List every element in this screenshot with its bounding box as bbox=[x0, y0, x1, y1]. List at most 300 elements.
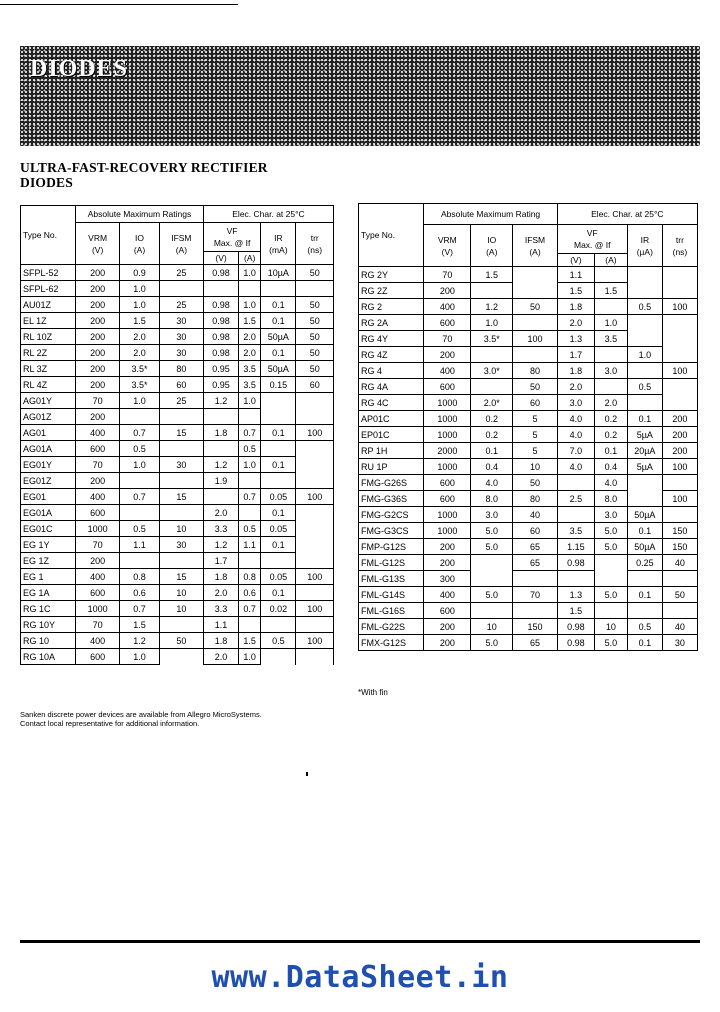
if-unit: (A) bbox=[595, 254, 628, 267]
cell-ifsm: 10 bbox=[159, 585, 203, 601]
cell-if bbox=[595, 555, 628, 571]
cell-if: 5.0 bbox=[595, 539, 628, 555]
cell-type: EG 1Z bbox=[21, 553, 76, 569]
cell-trr bbox=[296, 409, 334, 425]
cell-ifsm: 30 bbox=[159, 329, 203, 345]
cell-if bbox=[239, 553, 261, 569]
table-row bbox=[21, 409, 334, 425]
cell-io: 0.5 bbox=[120, 441, 160, 457]
cell-type: RG 4A bbox=[359, 379, 424, 395]
cell-vf: 3.5 bbox=[557, 523, 594, 539]
bottom-rule bbox=[20, 940, 700, 943]
cell-type: RP 1H bbox=[359, 443, 424, 459]
cell-ir bbox=[261, 393, 296, 409]
cell-ifsm: 25 bbox=[159, 265, 203, 281]
cell-ir: 50µA bbox=[627, 539, 662, 555]
cell-ir: 0.5 bbox=[627, 379, 662, 395]
cell-type: EG 1A bbox=[21, 585, 76, 601]
cell-io bbox=[471, 347, 513, 363]
cell-type: EL 1Z bbox=[21, 313, 76, 329]
cell-ifsm: 65 bbox=[513, 635, 557, 651]
table-row bbox=[21, 297, 334, 313]
cell-io: 0.7 bbox=[120, 489, 160, 505]
cell-ir: 20µA bbox=[627, 443, 662, 459]
table-row bbox=[21, 345, 334, 361]
cell-trr: 100 bbox=[296, 569, 334, 585]
cell-vrm: 200 bbox=[76, 313, 120, 329]
table-row bbox=[359, 443, 698, 459]
cell-vf bbox=[557, 507, 594, 523]
cell-vf: 0.98 bbox=[203, 265, 238, 281]
cell-vf: 0.95 bbox=[203, 377, 238, 393]
cell-type: FMX-G12S bbox=[359, 635, 424, 651]
cell-ifsm bbox=[513, 571, 557, 587]
cell-vf: 1.7 bbox=[557, 347, 594, 363]
cell-vrm: 2000 bbox=[424, 443, 471, 459]
cell-type: RG 2Z bbox=[359, 283, 424, 299]
cell-trr bbox=[296, 473, 334, 489]
cell-trr: 100 bbox=[296, 489, 334, 505]
ifsm-header: IFSM (A) bbox=[513, 225, 557, 267]
cell-ifsm: 80 bbox=[159, 361, 203, 377]
cell-type: RG 4 bbox=[359, 363, 424, 379]
cell-if: 0.2 bbox=[595, 411, 628, 427]
cell-vf: 1.2 bbox=[203, 537, 238, 553]
table-row bbox=[359, 267, 698, 283]
cell-vf: 1.8 bbox=[557, 363, 594, 379]
watermark-link[interactable]: www.DataSheet.in bbox=[211, 960, 509, 995]
cell-if: 0.7 bbox=[239, 489, 261, 505]
cell-vf: 0.98 bbox=[557, 635, 594, 651]
cell-ifsm: 30 bbox=[159, 457, 203, 473]
cell-io: 1.5 bbox=[120, 617, 160, 633]
cell-ir bbox=[261, 441, 296, 457]
cell-type: EG01 bbox=[21, 489, 76, 505]
table-row bbox=[359, 283, 698, 299]
cell-trr: 100 bbox=[662, 363, 697, 379]
cell-ir: 0.02 bbox=[261, 601, 296, 617]
cell-vf: 1.8 bbox=[203, 425, 238, 441]
cell-ir: 5µA bbox=[627, 459, 662, 475]
cell-vrm: 600 bbox=[424, 491, 471, 507]
cell-vf: 2.0 bbox=[203, 649, 238, 665]
cell-trr: 50 bbox=[296, 361, 334, 377]
cell-type: AG01A bbox=[21, 441, 76, 457]
cell-ir bbox=[261, 649, 296, 665]
cell-trr: 200 bbox=[662, 443, 697, 459]
cell-vf bbox=[557, 475, 594, 491]
cell-ir: 0.1 bbox=[261, 537, 296, 553]
cell-type: EP01C bbox=[359, 427, 424, 443]
cell-type: RL 3Z bbox=[21, 361, 76, 377]
cell-vrm: 200 bbox=[76, 281, 120, 297]
cell-if bbox=[595, 603, 628, 619]
cell-vrm: 200 bbox=[76, 345, 120, 361]
cell-ifsm: 60 bbox=[513, 523, 557, 539]
cell-vrm: 400 bbox=[424, 299, 471, 315]
cell-trr bbox=[662, 283, 697, 299]
cell-trr bbox=[662, 571, 697, 587]
cell-io: 0.1 bbox=[471, 443, 513, 459]
cell-vf: 0.98 bbox=[203, 297, 238, 313]
cell-ifsm: 10 bbox=[159, 521, 203, 537]
cell-io: 1.0 bbox=[120, 649, 160, 665]
cell-ifsm: 25 bbox=[159, 393, 203, 409]
cell-vf: 1.1 bbox=[203, 617, 238, 633]
cell-io: 1.2 bbox=[120, 633, 160, 649]
table-row bbox=[359, 299, 698, 315]
cell-trr bbox=[662, 603, 697, 619]
cell-vf bbox=[557, 571, 594, 587]
cell-if: 1.0 bbox=[239, 297, 261, 313]
cell-vrm: 1000 bbox=[424, 523, 471, 539]
cell-ifsm: 100 bbox=[513, 331, 557, 347]
cell-ir: 5µA bbox=[627, 427, 662, 443]
cell-trr bbox=[296, 649, 334, 665]
cell-io bbox=[120, 409, 160, 425]
cell-if: 3.5 bbox=[239, 377, 261, 393]
cell-type: FML-G16S bbox=[359, 603, 424, 619]
cell-io: 5.0 bbox=[471, 523, 513, 539]
cell-type: EG 1Y bbox=[21, 537, 76, 553]
table-row bbox=[359, 331, 698, 347]
cell-trr bbox=[296, 521, 334, 537]
cell-trr bbox=[662, 475, 697, 491]
cell-ifsm: 80 bbox=[513, 491, 557, 507]
table-row bbox=[21, 505, 334, 521]
cell-vf: 1.2 bbox=[203, 393, 238, 409]
cell-io: 1.0 bbox=[120, 281, 160, 297]
cell-ir bbox=[627, 363, 662, 379]
cell-if: 1.5 bbox=[595, 283, 628, 299]
cell-ir: 0.5 bbox=[627, 619, 662, 635]
cell-ir bbox=[261, 473, 296, 489]
cell-ir: 0.1 bbox=[261, 313, 296, 329]
table-row bbox=[21, 473, 334, 489]
cell-vrm: 400 bbox=[76, 489, 120, 505]
cell-ifsm: 50 bbox=[513, 379, 557, 395]
cell-type: FMG-G36S bbox=[359, 491, 424, 507]
cell-ir: 50µA bbox=[261, 329, 296, 345]
table-row bbox=[359, 363, 698, 379]
cell-vrm: 200 bbox=[76, 361, 120, 377]
cell-trr bbox=[662, 267, 697, 283]
cell-io: 3.5* bbox=[120, 377, 160, 393]
cell-ir: 0.5 bbox=[627, 299, 662, 315]
cell-type: EG01Y bbox=[21, 457, 76, 473]
cell-io: 5.0 bbox=[471, 587, 513, 603]
cell-if: 5.0 bbox=[595, 523, 628, 539]
cell-ifsm bbox=[513, 267, 557, 283]
cell-ifsm: 30 bbox=[159, 313, 203, 329]
cell-type: RG 2 bbox=[359, 299, 424, 315]
cell-if: 0.4 bbox=[595, 459, 628, 475]
table-row bbox=[21, 585, 334, 601]
cell-vrm: 200 bbox=[424, 555, 471, 571]
cell-ir: 0.25 bbox=[627, 555, 662, 571]
cell-trr bbox=[296, 441, 334, 457]
cell-vf: 2.5 bbox=[557, 491, 594, 507]
cell-io: 2.0 bbox=[120, 329, 160, 345]
table-row bbox=[21, 313, 334, 329]
cell-type: RL 4Z bbox=[21, 377, 76, 393]
table-row bbox=[21, 457, 334, 473]
cell-type: RL 10Z bbox=[21, 329, 76, 345]
cell-trr bbox=[296, 393, 334, 409]
cell-trr: 40 bbox=[662, 619, 697, 635]
cell-vrm: 200 bbox=[76, 409, 120, 425]
cell-trr bbox=[662, 315, 697, 331]
section-title-line-2: DIODES bbox=[20, 175, 73, 190]
cell-ifsm: 30 bbox=[159, 537, 203, 553]
cell-type: FMG-G26S bbox=[359, 475, 424, 491]
table-row bbox=[359, 539, 698, 555]
cell-vf: 0.98 bbox=[203, 329, 238, 345]
cell-trr: 200 bbox=[662, 427, 697, 443]
left-diode-table bbox=[20, 205, 334, 665]
cell-trr: 50 bbox=[296, 345, 334, 361]
cell-io bbox=[471, 283, 513, 299]
table-row bbox=[359, 347, 698, 363]
cell-type: EG01A bbox=[21, 505, 76, 521]
cell-trr: 50 bbox=[296, 265, 334, 281]
cell-vrm: 70 bbox=[424, 267, 471, 283]
cell-type: RG 10Y bbox=[21, 617, 76, 633]
table-row bbox=[359, 619, 698, 635]
cell-if: 5.0 bbox=[595, 635, 628, 651]
cell-ifsm: 150 bbox=[513, 619, 557, 635]
table-row bbox=[359, 587, 698, 603]
cell-ifsm bbox=[513, 347, 557, 363]
section-title bbox=[20, 160, 340, 190]
cell-io bbox=[471, 571, 513, 587]
cell-io: 3.5* bbox=[471, 331, 513, 347]
cell-type: FML-G12S bbox=[359, 555, 424, 571]
cell-ir: 50µA bbox=[627, 507, 662, 523]
cell-type: EG01Z bbox=[21, 473, 76, 489]
cell-ifsm: 15 bbox=[159, 489, 203, 505]
vf-unit: (V) bbox=[203, 252, 238, 265]
cell-ifsm: 50 bbox=[159, 633, 203, 649]
cell-type: FML-G22S bbox=[359, 619, 424, 635]
cell-vrm: 70 bbox=[76, 457, 120, 473]
cell-type: RG 10 bbox=[21, 633, 76, 649]
vf-header: VF Max. @ If bbox=[203, 223, 260, 252]
table-row bbox=[21, 441, 334, 457]
table-row bbox=[21, 617, 334, 633]
cell-io: 8.0 bbox=[471, 491, 513, 507]
cell-trr: 150 bbox=[662, 539, 697, 555]
cell-io: 3.5* bbox=[120, 361, 160, 377]
cell-ir: 0.05 bbox=[261, 521, 296, 537]
cell-io: 1.2 bbox=[471, 299, 513, 315]
table-row bbox=[21, 569, 334, 585]
diodes-banner bbox=[20, 46, 700, 146]
cell-ir bbox=[261, 409, 296, 425]
cell-io bbox=[120, 505, 160, 521]
cell-if bbox=[239, 409, 261, 425]
cell-if: 3.5 bbox=[239, 361, 261, 377]
cell-ir: 10µA bbox=[261, 265, 296, 281]
cell-if bbox=[595, 299, 628, 315]
vf-unit: (V) bbox=[557, 254, 594, 267]
cell-ir: 0.15 bbox=[261, 377, 296, 393]
cell-trr bbox=[662, 507, 697, 523]
cell-ir bbox=[261, 281, 296, 297]
cell-trr bbox=[662, 379, 697, 395]
cell-ifsm bbox=[513, 315, 557, 331]
cell-if: 2.0 bbox=[595, 395, 628, 411]
section-title-line-1: ULTRA-FAST-RECOVERY RECTIFIER bbox=[20, 160, 268, 175]
cell-vf: 3.0 bbox=[557, 395, 594, 411]
cell-ifsm: 50 bbox=[513, 475, 557, 491]
cell-if: 0.5 bbox=[239, 521, 261, 537]
table-row bbox=[21, 537, 334, 553]
cell-vf: 1.3 bbox=[557, 587, 594, 603]
footnote-line-2: Contact local representative for additional information. bbox=[20, 718, 200, 728]
cell-vf: 2.0 bbox=[203, 585, 238, 601]
cell-vf: 7.0 bbox=[557, 443, 594, 459]
cell-if bbox=[239, 617, 261, 633]
cell-vrm: 600 bbox=[424, 379, 471, 395]
cell-io bbox=[471, 379, 513, 395]
cell-if: 3.0 bbox=[595, 507, 628, 523]
cell-io: 0.9 bbox=[120, 265, 160, 281]
cell-vf bbox=[203, 489, 238, 505]
right-table-body bbox=[359, 267, 698, 651]
cell-if bbox=[239, 473, 261, 489]
cell-io: 4.0 bbox=[471, 475, 513, 491]
cell-io: 1.0 bbox=[471, 315, 513, 331]
type-no-header: Type No. bbox=[359, 204, 424, 267]
cell-type: AU01Z bbox=[21, 297, 76, 313]
table-row bbox=[359, 379, 698, 395]
table-row bbox=[359, 491, 698, 507]
cell-ir: 0.1 bbox=[627, 635, 662, 651]
cell-vrm: 200 bbox=[76, 553, 120, 569]
table-row bbox=[359, 523, 698, 539]
cell-vrm: 600 bbox=[76, 441, 120, 457]
cell-ifsm: 25 bbox=[159, 297, 203, 313]
table-row bbox=[359, 315, 698, 331]
cell-vrm: 200 bbox=[76, 265, 120, 281]
cell-type: RG 4C bbox=[359, 395, 424, 411]
table-row bbox=[21, 425, 334, 441]
cell-io: 2.0 bbox=[120, 345, 160, 361]
cell-vf: 1.5 bbox=[557, 603, 594, 619]
cell-vrm: 70 bbox=[76, 537, 120, 553]
cell-io: 0.6 bbox=[120, 585, 160, 601]
cell-vf: 1.7 bbox=[203, 553, 238, 569]
cell-vrm: 200 bbox=[424, 619, 471, 635]
cell-vf: 1.8 bbox=[557, 299, 594, 315]
cell-ir: 50µA bbox=[261, 361, 296, 377]
cell-ir: 1.0 bbox=[627, 347, 662, 363]
cell-if: 1.0 bbox=[239, 265, 261, 281]
cell-if: 0.2 bbox=[595, 427, 628, 443]
cell-vf: 0.98 bbox=[557, 619, 594, 635]
cell-type: RG 4Z bbox=[359, 347, 424, 363]
cell-ifsm bbox=[513, 283, 557, 299]
table-row bbox=[359, 427, 698, 443]
cell-ir: 0.5 bbox=[261, 633, 296, 649]
cell-vrm: 1000 bbox=[424, 427, 471, 443]
cell-vrm: 400 bbox=[76, 425, 120, 441]
cell-ir bbox=[627, 395, 662, 411]
cell-vf: 1.9 bbox=[203, 473, 238, 489]
cell-trr: 100 bbox=[662, 459, 697, 475]
cell-ifsm: 40 bbox=[513, 507, 557, 523]
cell-vf bbox=[203, 409, 238, 425]
cell-if: 0.8 bbox=[239, 569, 261, 585]
io-header: IO (A) bbox=[120, 223, 160, 265]
cell-ifsm: 5 bbox=[513, 411, 557, 427]
cell-vf: 3.3 bbox=[203, 521, 238, 537]
vrm-header: VRM (V) bbox=[424, 225, 471, 267]
cell-vf: 2.0 bbox=[203, 505, 238, 521]
cell-vf: 0.95 bbox=[203, 361, 238, 377]
cell-if: 10 bbox=[595, 619, 628, 635]
cell-vrm: 200 bbox=[76, 377, 120, 393]
cell-vrm: 1000 bbox=[424, 411, 471, 427]
cell-trr bbox=[662, 347, 697, 363]
cell-trr: 30 bbox=[662, 635, 697, 651]
cell-vrm: 1000 bbox=[76, 601, 120, 617]
cell-vrm: 1000 bbox=[424, 507, 471, 523]
cell-ir bbox=[627, 571, 662, 587]
cell-vrm: 200 bbox=[424, 539, 471, 555]
cell-trr: 50 bbox=[296, 313, 334, 329]
banner-title: DIODES bbox=[30, 56, 129, 82]
cell-vrm: 70 bbox=[76, 617, 120, 633]
cell-ifsm: 50 bbox=[513, 299, 557, 315]
cell-io bbox=[471, 603, 513, 619]
cell-if: 1.0 bbox=[595, 315, 628, 331]
cell-vf: 1.8 bbox=[203, 569, 238, 585]
cell-type: FMG-G3CS bbox=[359, 523, 424, 539]
cell-vrm: 400 bbox=[76, 633, 120, 649]
cell-vf: 1.1 bbox=[557, 267, 594, 283]
cell-vf: 0.98 bbox=[203, 345, 238, 361]
cell-trr bbox=[296, 617, 334, 633]
cell-ifsm: 80 bbox=[513, 363, 557, 379]
elec-char-header: Elec. Char. at 25°C bbox=[557, 204, 697, 225]
cell-if bbox=[595, 347, 628, 363]
cell-vf: 1.5 bbox=[557, 283, 594, 299]
cell-type: RG 2Y bbox=[359, 267, 424, 283]
cell-ifsm bbox=[513, 603, 557, 619]
cell-vrm: 200 bbox=[76, 329, 120, 345]
cell-vrm: 600 bbox=[76, 505, 120, 521]
cell-ifsm: 5 bbox=[513, 427, 557, 443]
cell-ir: 0.1 bbox=[261, 345, 296, 361]
cell-type: RG 2A bbox=[359, 315, 424, 331]
table-row bbox=[359, 555, 698, 571]
footnote-line-1: Sanken discrete power devices are available from Allegro MicroSystems. bbox=[20, 710, 262, 719]
table-row bbox=[21, 393, 334, 409]
cell-type: FML-G13S bbox=[359, 571, 424, 587]
table-row bbox=[359, 459, 698, 475]
cell-trr: 100 bbox=[296, 425, 334, 441]
table-row bbox=[21, 377, 334, 393]
left-table-body bbox=[21, 265, 334, 665]
cell-trr: 50 bbox=[296, 297, 334, 313]
cell-ifsm bbox=[159, 617, 203, 633]
cell-vrm: 70 bbox=[424, 331, 471, 347]
cell-ir: 0.05 bbox=[261, 489, 296, 505]
cell-trr: 100 bbox=[296, 601, 334, 617]
table-row bbox=[359, 395, 698, 411]
